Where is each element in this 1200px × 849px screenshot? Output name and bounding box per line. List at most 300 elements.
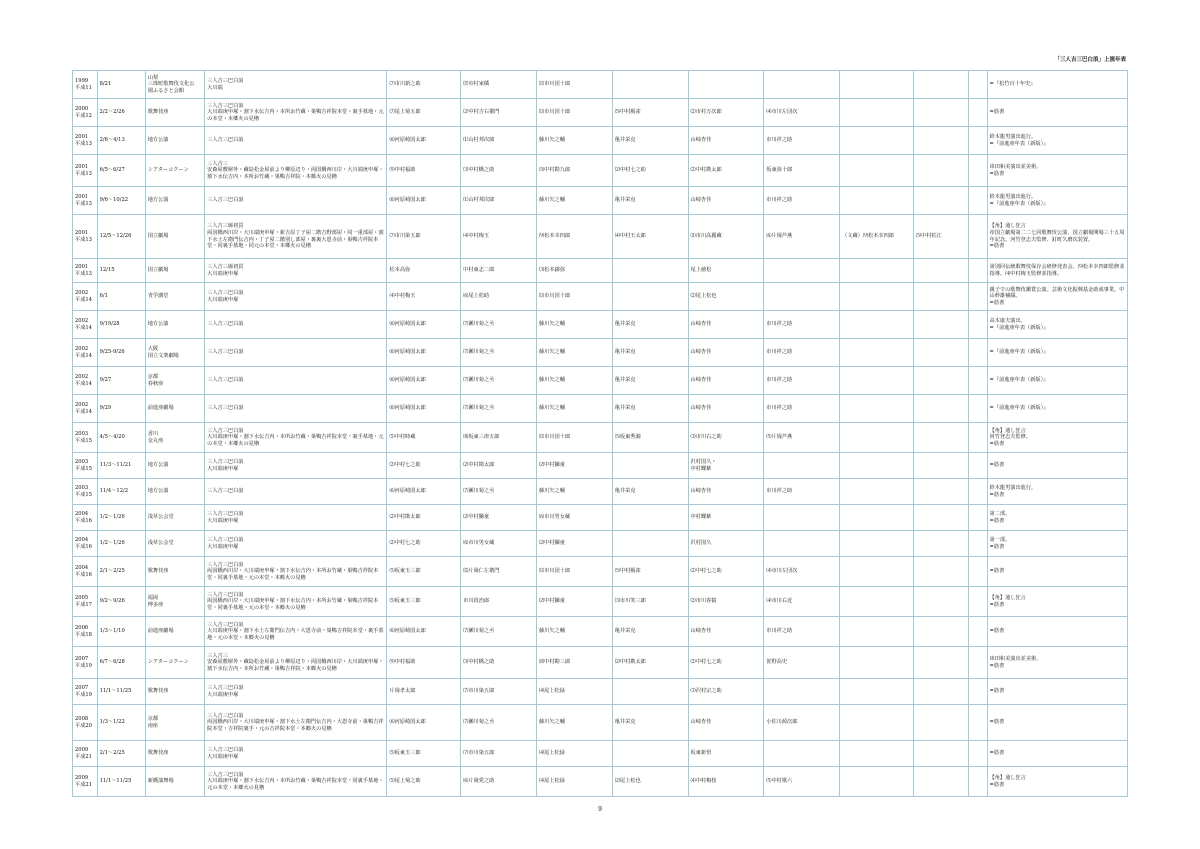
date-cell: 6/1: [97, 283, 145, 311]
cast-cell: [969, 259, 987, 283]
era-text: 平成16: [75, 517, 92, 524]
venue-cell: 地方公演: [145, 187, 204, 215]
date-cell: 2/1〜2/25: [97, 557, 145, 587]
cast-cell: [913, 617, 968, 647]
era-text: 平成16: [75, 571, 92, 578]
cast-cell: [969, 767, 987, 797]
cast-cell: [840, 127, 914, 155]
year-text: 2002: [75, 317, 89, 324]
cast-cell: [840, 259, 914, 283]
date-cell: 2/1〜2/25: [97, 741, 145, 767]
venue-cell: 国立劇場: [145, 259, 204, 283]
cast-cell: 藤川矢之輔: [536, 617, 612, 647]
scenes-cell: 三人吉三巴白浪 大川端庚申塚・割下水伝吉内・本所お竹蔵・巣鴨吉祥院本堂・裏手墓地・元の本堂・本郷火の見櫓: [205, 99, 387, 127]
cast-cell: ⑶市川右之助: [688, 423, 764, 453]
cast-cell: [969, 557, 987, 587]
cast-cell: ⑷市川右近: [764, 587, 840, 617]
cast-cell: [840, 187, 914, 215]
cast-cell: 小佐川源次郎: [764, 705, 840, 741]
cast-cell: [840, 453, 914, 479]
cast-cell: [913, 155, 968, 187]
year-text: 2007: [75, 684, 89, 691]
cast-cell: ⑹河原崎国太郎: [387, 127, 461, 155]
cast-cell: [969, 283, 987, 311]
year-text: 2004: [75, 510, 89, 517]
cast-cell: ⑺瀬川菊之丞: [461, 617, 537, 647]
venue-cell: 京都 春秋座: [145, 367, 204, 395]
year-cell: [73, 71, 98, 99]
venue-cell: 大阪 国立文楽劇場: [145, 339, 204, 367]
date-cell: 2/2〜2/26: [97, 99, 145, 127]
table-row: [73, 259, 1128, 283]
cast-cell: [840, 557, 914, 587]
era-text: 平成21: [75, 753, 92, 760]
cast-cell: [913, 395, 968, 423]
venue-cell: 前進座劇場: [145, 395, 204, 423]
cast-cell: [913, 127, 968, 155]
year-text: 2002: [75, 345, 89, 352]
cast-cell: ⑸中村時蔵: [387, 423, 461, 453]
cast-cell: ⑵中村七之助: [387, 531, 461, 557]
cast-cell: ⑶沢村宗之助: [688, 679, 764, 705]
cast-cell: [612, 679, 688, 705]
era-text: 平成13: [75, 236, 92, 243]
table-row: [73, 679, 1128, 705]
table-row: [73, 557, 1128, 587]
cast-cell: ⑼中村福助: [387, 155, 461, 187]
era-text: 平成21: [75, 781, 92, 788]
scenes-cell: 三人吉三巴白浪 大川端庚申塚・割下水伝吉内・本所お竹蔵・巣鴨吉祥院本堂・同裏手墓地・元の本堂・本郷火の見櫓: [205, 767, 387, 797]
cast-cell: [840, 339, 914, 367]
cast-cell: ⑵中村獅童: [461, 505, 537, 531]
cast-cell: [612, 259, 688, 283]
cast-cell: [913, 339, 968, 367]
cast-cell: ⑸中村鴈雀: [612, 557, 688, 587]
cast-cell: ⒄市村家橘: [461, 71, 537, 99]
cast-cell: 亀井栄克: [612, 395, 688, 423]
cast-cell: [913, 557, 968, 587]
cast-cell: 沢村国久・ 中村蝶紫: [688, 453, 764, 479]
cast-cell: [969, 505, 987, 531]
cast-cell: ⑵中村勘太郎: [688, 155, 764, 187]
cast-cell: [913, 453, 968, 479]
cast-cell: ⑴山村邦次郎: [461, 127, 537, 155]
year-cell: [73, 617, 98, 647]
year-cell: [73, 127, 98, 155]
cast-cell: [969, 395, 987, 423]
venue-cell: 国立劇場: [145, 215, 204, 259]
cast-cell: ⑸坂東玉三郎: [387, 557, 461, 587]
date-cell: 9/29: [97, 395, 145, 423]
date-cell: 8/21: [97, 71, 145, 99]
venue-cell: 青学講堂: [145, 283, 204, 311]
era-text: 平成13: [75, 200, 92, 207]
cast-cell: 亀井栄克: [612, 367, 688, 395]
cast-cell: [913, 311, 968, 339]
era-text: 平成17: [75, 601, 92, 608]
cast-cell: 藤川矢之輔: [536, 187, 612, 215]
cast-cell: [840, 505, 914, 531]
cast-cell: ⑵中村勘太郎: [461, 453, 537, 479]
cast-cell: [913, 259, 968, 283]
notes-cell: 串田和美演出並美術。 =筋書: [987, 647, 1127, 679]
scenes-cell: 三人吉三巴白浪 大川端: [205, 71, 387, 99]
table-row: [73, 741, 1128, 767]
cast-cell: [969, 155, 987, 187]
year-text: 2009: [75, 774, 89, 781]
cast-cell: [969, 99, 987, 127]
cast-cell: [969, 367, 987, 395]
year-text: 2008: [75, 715, 89, 722]
cast-cell: ⑸中村松江: [913, 215, 968, 259]
cast-cell: [969, 71, 987, 99]
cast-cell: 中村東志二郎: [461, 259, 537, 283]
notes-cell: =『前進座年表（新版）』: [987, 395, 1127, 423]
cast-cell: 市川祥之助: [764, 187, 840, 215]
scenes-cell: 三人吉三巴白浪 大川端庚申塚: [205, 741, 387, 767]
cast-cell: ⑸尾上菊之助: [387, 767, 461, 797]
cast-cell: [969, 679, 987, 705]
era-text: 平成19: [75, 691, 92, 698]
cast-cell: [913, 187, 968, 215]
table-row: [73, 187, 1128, 215]
cast-cell: ⑹河原崎国太郎: [387, 187, 461, 215]
cast-cell: [969, 423, 987, 453]
table-row: [73, 71, 1128, 99]
cast-cell: 亀井栄克: [612, 311, 688, 339]
cast-cell: [764, 283, 840, 311]
scenes-cell: 三人吉三巴白浪: [205, 395, 387, 423]
cast-cell: ⑷中村玉太郎: [612, 215, 688, 259]
date-cell: 1/3〜1/10: [97, 617, 145, 647]
table-row: [73, 453, 1128, 479]
scenes-cell: 三人吉三 安森屋敷塀外・蔵島松金屋前より柳原辺り・両国橋西川岸・大川端庚申塚・割下水伝吉内・本所お竹蔵・巣鴨吉祥院・本郷火の見櫓: [205, 155, 387, 187]
cast-cell: 市川祥之助: [764, 127, 840, 155]
notes-cell: 親子での歌舞伎鑑賞公演。芸術文化振興基金助成事業。中山幹雄補綴。 =筋書: [987, 283, 1127, 311]
cast-cell: 亀井栄克: [612, 479, 688, 505]
era-text: 平成15: [75, 491, 92, 498]
cast-cell: 亀井栄克: [612, 187, 688, 215]
cast-cell: [969, 453, 987, 479]
table-row: [73, 367, 1128, 395]
notes-cell: 鈴木龍男演出進行。 =『前進座年表（新版）』: [987, 187, 1127, 215]
cast-cell: ⑷市川左団次: [764, 557, 840, 587]
cast-cell: [764, 741, 840, 767]
cast-cell: [612, 741, 688, 767]
date-cell: 11/4〜12/2: [97, 479, 145, 505]
year-text: 2009: [75, 746, 89, 753]
year-cell: [73, 647, 98, 679]
scenes-cell: 三人吉三巴白浪 大川端庚申塚・割下水伝吉内・本所お竹蔵・巣鴨吉祥院本堂・裏手墓地・元の本堂・本郷火の見櫓: [205, 423, 387, 453]
year-text: 2004: [75, 536, 89, 543]
table-row: [73, 99, 1128, 127]
notes-cell: 【角】通し狂言 帝国立劇場第二二七回歌舞伎公演、国立劇場開場三十五周年記念。河竹登志夫監修、釘町久磨次装置。 =筋書: [987, 215, 1127, 259]
year-text: 2005: [75, 594, 89, 601]
year-text: 2004: [75, 564, 89, 571]
era-text: 平成13: [75, 270, 92, 277]
scenes-cell: 三人吉三巴白浪 大川端庚申塚: [205, 531, 387, 557]
notes-cell: =筋書: [987, 617, 1127, 647]
cast-cell: ⑿市川団十郎: [536, 71, 612, 99]
venue-cell: 福岡 博多座: [145, 587, 204, 617]
cast-cell: [840, 155, 914, 187]
table-row: [73, 311, 1128, 339]
era-text: 平成14: [75, 352, 92, 359]
cast-cell: ⑵中村吉右衛門: [461, 99, 537, 127]
cast-cell: ⑶中村橋之助: [461, 155, 537, 187]
scenes-cell: 三人吉三巴白浪: [205, 339, 387, 367]
year-text: 2001: [75, 163, 89, 170]
cast-cell: [840, 311, 914, 339]
table-row: [73, 215, 1128, 259]
scenes-cell: 三人吉三廓初買 両国橋西川岸・大川端庚申塚・新吉原丁子屋二階吉野部屋・同一重部屋・割下水土左衛門伝吉内・丁子屋二階別し部屋・裏裏大恩寺前・巣鴨吉祥院本堂・同裏手墓地・同元の本堂・本郷火の見櫓: [205, 215, 387, 259]
date-cell: 11/1〜11/25: [97, 679, 145, 705]
year-cell: [73, 453, 98, 479]
era-text: 平成14: [75, 380, 92, 387]
year-cell: [73, 505, 98, 531]
venue-cell: シアターコクーン: [145, 647, 204, 679]
era-text: 平成19: [75, 662, 92, 669]
table-row: [73, 531, 1128, 557]
era-text: 平成14: [75, 408, 92, 415]
era-text: 平成13: [75, 140, 92, 147]
cast-cell: 亀井栄克: [612, 339, 688, 367]
cast-cell: [913, 71, 968, 99]
cast-cell: 山崎杏佳: [688, 617, 764, 647]
cast-cell: ⑿市川団十郎: [536, 423, 612, 453]
scenes-cell: 三人吉三巴白浪 大川端庚申塚: [205, 283, 387, 311]
notes-cell: 鈴木龍男演出進行。 =筋書: [987, 479, 1127, 505]
cast-cell: 藤川矢之輔: [536, 395, 612, 423]
date-cell: 1/2〜1/26: [97, 531, 145, 557]
venue-cell: 浅草公会堂: [145, 531, 204, 557]
cast-cell: ⑷中村梅玉: [387, 283, 461, 311]
cast-cell: ⑵尾上松也: [688, 283, 764, 311]
notes-cell: 【角】通し狂言 =筋書: [987, 587, 1127, 617]
year-cell: [73, 557, 98, 587]
year-text: 2002: [75, 401, 89, 408]
cast-cell: [840, 71, 914, 99]
venue-cell: 歌舞伎座: [145, 557, 204, 587]
venue-cell: 新橋演舞場: [145, 767, 204, 797]
scenes-cell: 三人吉三巴白浪 大川端庚申塚: [205, 453, 387, 479]
cast-cell: [840, 423, 914, 453]
cast-cell: 山崎杏佳: [688, 395, 764, 423]
cast-cell: ⑺瀬川菊之丞: [461, 395, 537, 423]
scenes-cell: 三人吉三 安森屋敷塀外・蔵島松金屋前より柳原辺り・両国橋西川岸・大川端庚申塚・割下水伝吉内・本所お竹蔵・巣鴨吉祥院・本郷火の見櫓: [205, 647, 387, 679]
page-number: 9: [598, 806, 602, 813]
date-cell: 9/2〜9/26: [97, 587, 145, 617]
era-text: 平成14: [75, 324, 92, 331]
cast-cell: ⑴山村邦次郎: [461, 187, 537, 215]
scenes-cell: 三人吉三巴白浪: [205, 479, 387, 505]
cast-cell: [840, 367, 914, 395]
cast-cell: [840, 617, 914, 647]
cast-cell: ⑸坂東秀調: [612, 423, 688, 453]
cast-cell: ⑷尾上松緑: [536, 741, 612, 767]
table-row: [73, 283, 1128, 311]
cast-cell: ⒂片岡仁左衛門: [461, 557, 537, 587]
era-text: 平成11: [75, 84, 92, 91]
cast-cell: [612, 505, 688, 531]
table-row: [73, 423, 1128, 453]
cast-cell: [969, 479, 987, 505]
cast-cell: ⑵中村獅童: [536, 453, 612, 479]
cast-cell: [612, 283, 688, 311]
cast-cell: [840, 679, 914, 705]
cast-cell: [764, 259, 840, 283]
notes-cell: 【角】通し狂言 河竹登志夫監修。 =筋書: [987, 423, 1127, 453]
cast-cell: 片岡孝太郎: [387, 679, 461, 705]
cast-cell: 藤川矢之輔: [536, 339, 612, 367]
cast-cell: 市川祥之助: [764, 311, 840, 339]
era-text: 平成13: [75, 170, 92, 177]
cast-cell: 藤川矢之輔: [536, 705, 612, 741]
date-cell: 12/15: [97, 259, 145, 283]
year-text: 2003: [75, 458, 89, 465]
notes-cell: =筋書: [987, 679, 1127, 705]
cast-cell: [913, 283, 968, 311]
era-text: 平成14: [75, 296, 92, 303]
venue-cell: シアターコクーン: [145, 155, 204, 187]
year-text: 2001: [75, 133, 89, 140]
table-row: [73, 705, 1128, 741]
date-cell: 9/19/28: [97, 311, 145, 339]
cast-cell: 市川祥之助: [764, 395, 840, 423]
table-row: [73, 587, 1128, 617]
year-text: 2001: [75, 193, 89, 200]
notes-cell: =『前進座年表（新版）』: [987, 339, 1127, 367]
cast-cell: ⑵中村勘太郎: [387, 505, 461, 531]
performance-history-table: [72, 70, 1128, 797]
table-row: [73, 339, 1128, 367]
notes-cell: =『松竹百十年史』: [987, 71, 1127, 99]
year-text: 2003: [75, 430, 89, 437]
cast-cell: 市川祥之助: [764, 367, 840, 395]
cast-cell: ⑹河原崎国太郎: [387, 367, 461, 395]
notes-cell: =筋書: [987, 99, 1127, 127]
scenes-cell: 三人吉三巴白浪 両国橋西川岸・大川端庚申塚・割下水土左衛門伝吉内・大恩寺前・巣鴨吉祥院本堂・吉祥院裏手・元の吉祥院本堂・本郷火の見櫓: [205, 705, 387, 741]
cast-cell: 坂東弥十郎: [764, 155, 840, 187]
cast-cell: [764, 679, 840, 705]
cast-cell: [840, 587, 914, 617]
notes-cell: 第別回伝統歌舞伎保存会研修発表会。⑼松本幸四郎監修並指導。⑷中村梅玉監修並指導。: [987, 259, 1127, 283]
era-text: 平成15: [75, 465, 92, 472]
cast-cell: [764, 71, 840, 99]
year-cell: [73, 283, 98, 311]
cast-cell: 市川祥之助: [764, 617, 840, 647]
cast-cell: [913, 367, 968, 395]
year-cell: [73, 367, 98, 395]
cast-cell: [969, 215, 987, 259]
notes-cell: =『前進座年表（新版）』: [987, 367, 1127, 395]
cast-cell: 山崎杏佳: [688, 705, 764, 741]
year-cell: [73, 395, 98, 423]
cast-cell: 山崎杏佳: [688, 339, 764, 367]
cast-cell: ⑺瀬川菊之丞: [461, 339, 537, 367]
cast-cell: [913, 705, 968, 741]
cast-cell: 藤川矢之輔: [536, 479, 612, 505]
cast-cell: ⑾市川高麗蔵: [688, 215, 764, 259]
cast-cell: [840, 283, 914, 311]
cast-cell: [840, 395, 914, 423]
cast-cell: ⑵市川春猿: [688, 587, 764, 617]
cast-cell: [913, 587, 968, 617]
venue-cell: 山梨 三珠町歌舞伎文化公 園ふるさと会館: [145, 71, 204, 99]
notes-cell: 鈴木龍男演出進行。 =『前進座年表（新版）』: [987, 127, 1127, 155]
cast-cell: [969, 339, 987, 367]
cast-cell: ⑺市川染五郎: [461, 741, 537, 767]
cast-cell: ⑹片岡愛之助: [461, 767, 537, 797]
cast-cell: ⑹河原崎国太郎: [387, 339, 461, 367]
cast-cell: [913, 741, 968, 767]
scenes-cell: 三人吉三巴白浪 大川端庚申塚: [205, 505, 387, 531]
cast-cell: [840, 647, 914, 679]
cast-cell: ⑸片岡芦燕: [764, 423, 840, 453]
year-text: 2003: [75, 484, 89, 491]
table-row: [73, 617, 1128, 647]
cast-cell: ⑺瀬川菊之丞: [461, 311, 537, 339]
table-row: [73, 127, 1128, 155]
era-text: 平成12: [75, 112, 92, 119]
cast-cell: ⑵中村七之助: [688, 647, 764, 679]
table-row: [73, 647, 1128, 679]
cast-cell: [612, 531, 688, 557]
cast-cell: ⑺市川染五郎: [387, 215, 461, 259]
cast-cell: [612, 71, 688, 99]
year-text: 2002: [75, 289, 89, 296]
cast-cell: ⑺瀬川菊之丞: [461, 367, 537, 395]
cast-cell: ⑿市川団十郎: [536, 99, 612, 127]
cast-cell: 山崎杏佳: [688, 367, 764, 395]
cast-cell: 松本高弥: [387, 259, 461, 283]
year-cell: [73, 705, 98, 741]
venue-cell: 歌舞伎座: [145, 679, 204, 705]
cast-cell: ⑹河原崎国太郎: [387, 479, 461, 505]
cast-cell: ⑿市川団十郎: [536, 557, 612, 587]
table-row: [73, 767, 1128, 797]
year-text: 2007: [75, 655, 89, 662]
cast-cell: ⑵中村七之助: [612, 155, 688, 187]
cast-cell: 亀井栄克: [612, 705, 688, 741]
cast-cell: ⑷中村梅枝: [688, 767, 764, 797]
cast-cell: 藤川矢之輔: [536, 311, 612, 339]
cast-cell: ⑵中村七之助: [688, 557, 764, 587]
cast-cell: ⑷中村梅玉: [461, 215, 537, 259]
cast-cell: [969, 741, 987, 767]
date-cell: 9/6〜10/22: [97, 187, 145, 215]
cast-cell: ⑺瀬川菊之丞: [461, 705, 537, 741]
scenes-cell: 三人吉三巴白浪: [205, 311, 387, 339]
date-cell: 1/3〜1/22: [97, 705, 145, 741]
venue-cell: 地方公演: [145, 479, 204, 505]
cast-cell: ⑹河原崎国太郎: [387, 617, 461, 647]
table-row: [73, 395, 1128, 423]
cast-cell: [764, 453, 840, 479]
cast-cell: ⑷市川左団次: [764, 99, 840, 127]
scenes-cell: 三人吉三巴白浪 大川端庚申塚: [205, 679, 387, 705]
venue-cell: 歌舞伎座: [145, 99, 204, 127]
scenes-cell: 三人吉三巴白浪 大川端庚申塚・割下水土左衛門伝吉内・大恩寺前・巣鴨吉祥院本堂・裏手墓地・元の本堂・本郷火の見櫓: [205, 617, 387, 647]
venue-cell: 地方公演: [145, 311, 204, 339]
cast-cell: [969, 617, 987, 647]
cast-cell: [840, 705, 914, 741]
venue-cell: 前進座劇場: [145, 617, 204, 647]
year-text: 1999: [75, 77, 89, 84]
cast-cell: [840, 741, 914, 767]
year-cell: [73, 99, 98, 127]
date-cell: 6/7〜6/28: [97, 647, 145, 679]
